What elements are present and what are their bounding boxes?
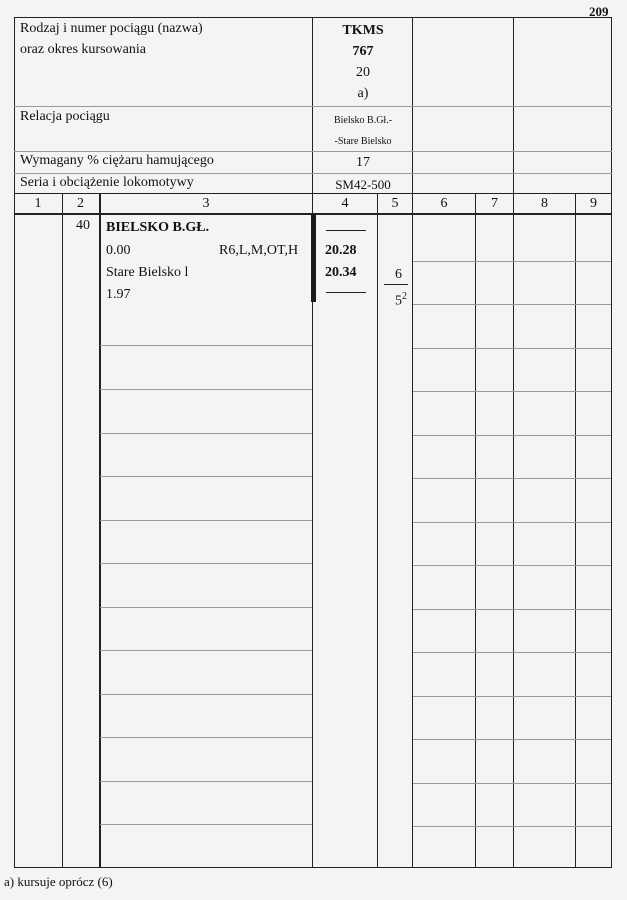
- train-number: 767: [352, 44, 374, 59]
- header-line-3: [14, 173, 612, 174]
- col-divider-6-7: [475, 193, 476, 867]
- col5-value-top: 6: [395, 267, 402, 282]
- col5-fraction-bar: [384, 284, 408, 285]
- column-number-6: 6: [440, 196, 448, 211]
- col5-value-bottom-base: 5: [395, 293, 402, 309]
- col3-row-line: [100, 694, 312, 695]
- table-top-border: [14, 17, 612, 18]
- col3-row-line: [100, 737, 312, 738]
- table-bottom-border: [14, 867, 612, 868]
- station-1-time: 20.28: [325, 243, 357, 258]
- column-number-7: 7: [491, 196, 498, 211]
- page-number: 209: [589, 4, 609, 19]
- col3-row-line: [100, 563, 312, 564]
- table-left-border: [14, 17, 15, 868]
- right-row-line: [413, 478, 611, 479]
- station-2-km: 1.97: [106, 287, 131, 302]
- footnote: a) kursuje oprócz (6): [4, 874, 113, 889]
- col-divider-2-3: [99, 193, 101, 867]
- right-row-line: [413, 391, 611, 392]
- brake-percent: 17: [356, 155, 370, 170]
- column-number-9: 9: [590, 196, 597, 211]
- right-row-line: [413, 826, 611, 827]
- right-row-line: [413, 783, 611, 784]
- table-right-border: [611, 17, 612, 868]
- column-number-4: 4: [341, 196, 349, 211]
- col-divider-8-9: [575, 193, 576, 867]
- right-row-line: [413, 565, 611, 566]
- col3-row-line: [100, 433, 312, 434]
- right-row-line: [413, 739, 611, 740]
- col3-row-line: [100, 824, 312, 825]
- col4-thick-marker: [311, 214, 316, 302]
- column-number-1: 1: [34, 196, 42, 211]
- station-1-time-bar: [326, 230, 366, 231]
- brake-label: Wymagany % ciężaru hamującego: [20, 153, 214, 168]
- header-line-4: [14, 193, 612, 194]
- col3-row-line: [100, 476, 312, 477]
- col3-row-line: [100, 650, 312, 651]
- header-line-1: [14, 106, 612, 107]
- right-row-line: [413, 304, 611, 305]
- right-row-line: [413, 522, 611, 523]
- right-row-line: [413, 435, 611, 436]
- col3-row-line: [100, 520, 312, 521]
- station-2-time-bar: [326, 292, 366, 293]
- relation-line1: Bielsko B.Gł.-: [333, 115, 393, 126]
- station-1-codes: R6,L,M,OT,H: [219, 243, 299, 258]
- col3-row-line: [100, 345, 312, 346]
- col-divider-1-2: [62, 193, 63, 867]
- train-type: TKMS: [342, 23, 384, 38]
- station-2-time: 20.34: [325, 265, 357, 280]
- column-number-5: 5: [391, 196, 399, 211]
- header-line-2: [14, 151, 612, 152]
- locomotive-value: SM42-500: [335, 177, 391, 192]
- col3-row-line: [100, 781, 312, 782]
- relation-line2: -Stare Bielsko: [334, 136, 392, 147]
- column-number-3: 3: [202, 196, 210, 211]
- train-note-ref: a): [357, 86, 369, 101]
- col-divider-4-5: [377, 193, 378, 867]
- right-row-line: [413, 696, 611, 697]
- col5-value-bottom: [395, 289, 407, 310]
- relation-label: Relacja pociągu: [20, 109, 110, 124]
- station-1-km: 0.00: [106, 243, 131, 258]
- column-number-2: 2: [77, 196, 84, 211]
- train-kind-label-line1: Rodzaj i numer pociągu (nazwa): [20, 21, 203, 36]
- locomotive-label: Seria i obciążenie lokomotywy: [20, 175, 194, 190]
- col3-row-line: [100, 389, 312, 390]
- right-row-line: [413, 609, 611, 610]
- train-period: 20: [356, 65, 370, 80]
- column-number-8: 8: [541, 196, 548, 211]
- right-row-line: [413, 348, 611, 349]
- right-row-line: [413, 652, 611, 653]
- col5-value-bottom-sup: 2: [402, 291, 407, 302]
- col3-row-line: [100, 607, 312, 608]
- station-2-name: Stare Bielsko l: [106, 265, 189, 280]
- col2-value: 40: [76, 218, 90, 233]
- station-1-name: BIELSKO B.GŁ.: [106, 220, 210, 235]
- right-row-line: [413, 261, 611, 262]
- train-kind-label-line2: oraz okres kursowania: [20, 42, 146, 57]
